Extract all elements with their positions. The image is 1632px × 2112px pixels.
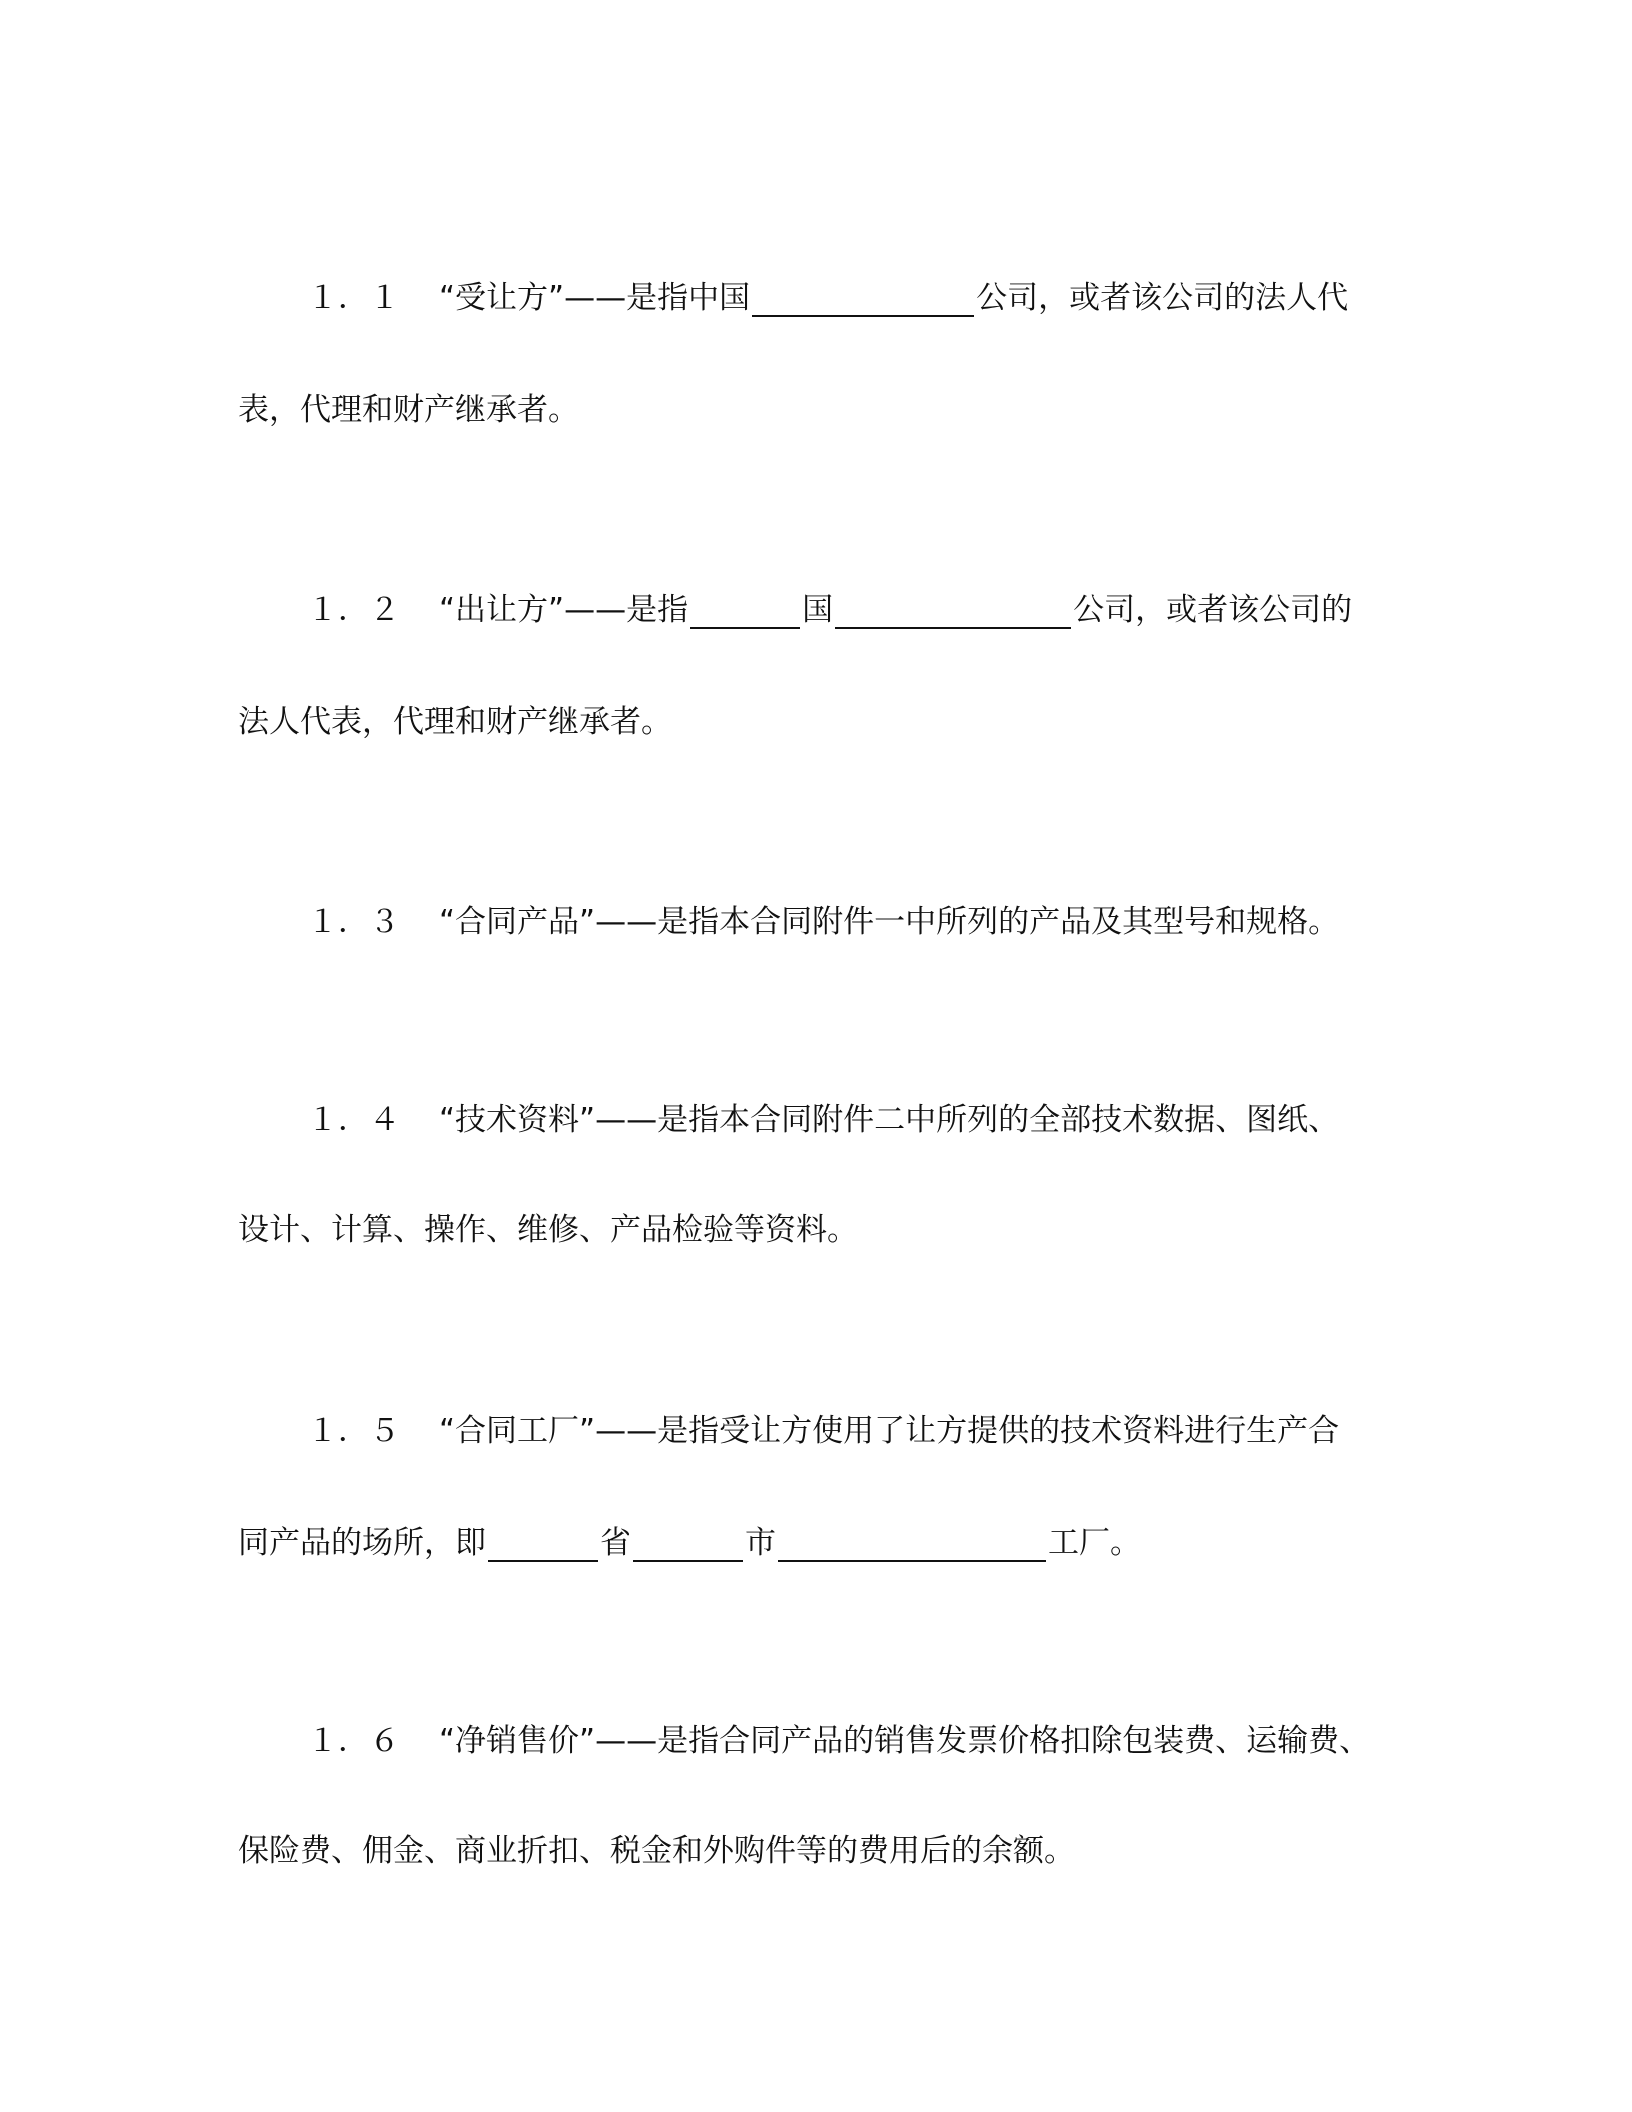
- fill-in-blank[interactable]: [752, 275, 974, 317]
- clause-text: 表，代理和财产继承者。: [238, 392, 579, 428]
- clause-text: 保险费、佣金、商业折扣、税金和外购件等的费用后的余额。: [238, 1833, 1075, 1869]
- fill-in-blank[interactable]: [835, 587, 1071, 629]
- clause-number: １．６: [307, 1723, 400, 1759]
- clause-1-2-line-2: [238, 692, 672, 752]
- fill-in-blank[interactable]: [488, 1520, 598, 1562]
- clause-1-2-line-1: [307, 580, 1352, 640]
- clause-number: １．５: [307, 1413, 400, 1449]
- fill-in-blank[interactable]: [778, 1520, 1046, 1562]
- clause-text: 同产品的场所，即: [238, 1525, 486, 1561]
- clause-text: 设计、计算、操作、维修、产品检验等资料。: [238, 1212, 858, 1248]
- clause-text: 公司，或者该公司的: [1073, 592, 1353, 628]
- clause-number: １．２: [307, 592, 400, 628]
- clause-text: “技术资料”——是指本合同附件二中所列的全部技术数据、图纸、: [439, 1102, 1340, 1138]
- clause-text: 工厂。: [1048, 1525, 1141, 1561]
- fill-in-blank[interactable]: [690, 587, 800, 629]
- clause-1-5-line-1: [307, 1401, 1339, 1461]
- clause-number: １．３: [307, 904, 400, 940]
- clause-1-6-line-2: [238, 1821, 1075, 1881]
- clause-text: “合同工厂”——是指受让方使用了让方提供的技术资料进行生产合: [439, 1413, 1340, 1449]
- clause-1-1-line-2: [238, 380, 579, 440]
- clause-1-4-line-2: [238, 1200, 858, 1260]
- clause-1-1-line-1: [307, 268, 1348, 328]
- clause-1-5-line-2: [238, 1513, 1141, 1573]
- clause-text: “出让方”——是指: [439, 592, 689, 628]
- clause-text: 省: [600, 1525, 631, 1561]
- clause-number: １．４: [307, 1102, 400, 1138]
- clause-text: 公司，或者该公司的法人代: [976, 280, 1349, 316]
- clause-number: １．１: [307, 280, 400, 316]
- clause-text: “净销售价”——是指合同产品的销售发票价格扣除包装费、运输费、: [439, 1723, 1371, 1759]
- clause-1-3-line-1: [307, 892, 1339, 952]
- clause-text: 国: [802, 592, 834, 628]
- clause-1-6-line-1: [307, 1711, 1370, 1771]
- clause-text: 法人代表，代理和财产继承者。: [238, 704, 672, 740]
- clause-text: “合同产品”——是指本合同附件一中所列的产品及其型号和规格。: [439, 904, 1340, 940]
- clause-text: 市: [745, 1525, 776, 1561]
- clause-1-4-line-1: [307, 1090, 1339, 1150]
- fill-in-blank[interactable]: [633, 1520, 743, 1562]
- clause-text: “受让方”——是指中国: [439, 280, 751, 316]
